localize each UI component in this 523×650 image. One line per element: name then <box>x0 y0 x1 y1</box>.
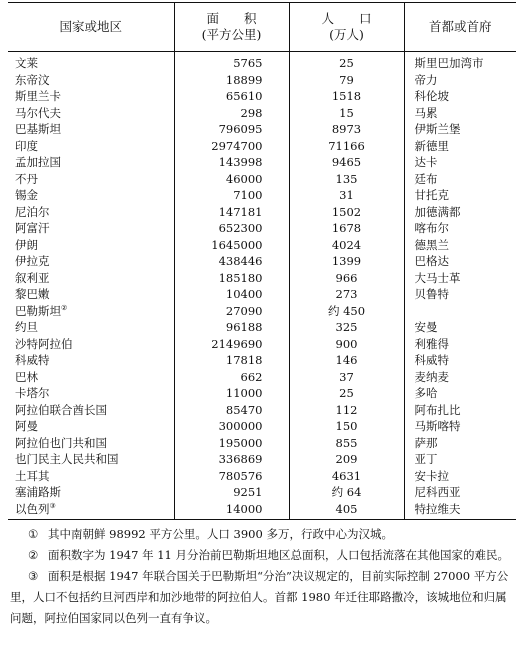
population-cell <box>289 336 404 353</box>
country-name-cell <box>8 88 174 105</box>
country-name-text: 叙利亚 <box>15 270 50 285</box>
area-text: 298 <box>240 105 263 120</box>
table-row <box>8 237 516 254</box>
country-name-cell <box>8 418 174 435</box>
capital-cell <box>404 435 516 452</box>
capital-text: 安曼 <box>414 320 438 334</box>
capital-cell <box>404 105 516 122</box>
table-row <box>8 286 516 303</box>
country-name-cell <box>8 468 174 485</box>
footnote-text: 面积是根据 1947 年联合国关于巴勒斯坦“分治”决议规定的，目前实际控制 27000 平方公里，人口不包括约旦河西岸和加沙地带的阿拉伯人。首都 1980 年迁往耶路撒冷，该城地位和归属问题，阿拉伯国家同以色列一直有争议。 <box>10 569 509 625</box>
area-text: 2149690 <box>211 336 263 351</box>
table-row <box>8 435 516 452</box>
population-text: 405 <box>335 501 358 516</box>
population-cell <box>289 121 404 138</box>
area-cell <box>174 418 289 435</box>
table-row <box>8 270 516 287</box>
population-cell <box>289 204 404 221</box>
capital-cell <box>404 171 516 188</box>
area-text: 7100 <box>233 188 263 202</box>
population-text: 1678 <box>331 221 362 235</box>
table-row <box>8 484 516 501</box>
capital-text: 马斯喀特 <box>414 419 461 433</box>
capital-text: 麦纳麦 <box>414 369 449 384</box>
table-row <box>8 303 516 320</box>
area-cell <box>174 286 289 303</box>
country-name-text: 也门民主人民共和国 <box>15 452 119 466</box>
capital-text: 萨那 <box>414 435 438 450</box>
country-name-cell <box>8 154 174 171</box>
table-row <box>8 501 516 520</box>
table-row <box>8 220 516 237</box>
area-text: 14000 <box>225 501 263 516</box>
table-row <box>8 402 516 419</box>
population-text: 25 <box>339 56 354 70</box>
country-name-text: 巴林 <box>15 369 38 384</box>
population-text: 325 <box>335 320 358 334</box>
capital-cell <box>404 451 516 468</box>
capital-cell <box>404 402 516 419</box>
population-cell <box>289 237 404 254</box>
population-cell <box>289 303 404 320</box>
area-cell <box>174 52 289 72</box>
capital-text: 甘托克 <box>414 188 449 202</box>
area-text: 5765 <box>233 56 263 70</box>
capital-cell <box>404 138 516 155</box>
population-cell <box>289 52 404 72</box>
capital-cell <box>404 501 516 520</box>
capital-text: 帝力 <box>414 72 438 87</box>
population-cell <box>289 187 404 204</box>
population-cell <box>289 253 404 270</box>
population-text: 15 <box>339 105 354 120</box>
table-row <box>8 105 516 122</box>
country-name-cell <box>8 171 174 188</box>
population-text: 1502 <box>331 204 362 219</box>
population-cell <box>289 385 404 402</box>
capital-text: 科伦坡 <box>414 89 449 103</box>
capital-cell <box>404 237 516 254</box>
table-body <box>8 52 516 520</box>
capital-cell <box>404 385 516 402</box>
population-cell <box>289 369 404 386</box>
area-text: 195000 <box>218 435 263 450</box>
country-name-cell <box>8 105 174 122</box>
area-text: 96188 <box>225 320 263 334</box>
country-name-text: 伊拉克 <box>15 254 50 268</box>
capital-text: 马累 <box>414 105 438 120</box>
population-cell <box>289 220 404 237</box>
capital-text: 斯里巴加湾市 <box>414 56 484 70</box>
country-name-cell <box>8 121 174 138</box>
population-text: 1399 <box>331 254 362 268</box>
country-name-cell <box>8 352 174 369</box>
country-name-cell <box>8 270 174 287</box>
country-name-text: 伊朗 <box>15 237 38 252</box>
capital-text: 喀布尔 <box>414 221 449 235</box>
country-name-text: 以色列 <box>15 501 50 516</box>
country-name-text: 印度 <box>15 138 38 153</box>
capital-text: 新德里 <box>414 138 449 153</box>
population-text: 146 <box>335 353 358 367</box>
capital-text: 德黑兰 <box>414 237 449 252</box>
table-row <box>8 385 516 402</box>
header-population-unit: (万人) <box>329 27 364 42</box>
capital-text: 安卡拉 <box>414 468 449 483</box>
area-text: 65610 <box>225 89 263 103</box>
capital-text: 伊斯兰堡 <box>414 122 461 136</box>
country-name-text: 孟加拉国 <box>15 155 61 169</box>
capital-text: 科威特 <box>414 353 449 367</box>
country-name-text: 阿拉伯也门共和国 <box>15 435 107 450</box>
country-name-text: 斯里兰卡 <box>15 89 61 103</box>
capital-cell <box>404 154 516 171</box>
population-cell <box>289 270 404 287</box>
capital-cell <box>404 204 516 221</box>
population-text: 900 <box>335 336 358 351</box>
population-text: 约 450 <box>327 303 366 318</box>
area-cell <box>174 204 289 221</box>
country-name-cell <box>8 187 174 204</box>
capital-text: 尼科西亚 <box>414 485 461 499</box>
country-name-text: 阿曼 <box>15 419 38 433</box>
population-cell <box>289 352 404 369</box>
table-row <box>8 154 516 171</box>
area-text: 11000 <box>225 386 263 400</box>
population-text: 1518 <box>331 89 362 103</box>
capital-cell <box>404 468 516 485</box>
table-row <box>8 319 516 336</box>
population-cell <box>289 319 404 336</box>
area-text: 18899 <box>225 72 263 87</box>
population-cell <box>289 418 404 435</box>
area-cell <box>174 402 289 419</box>
area-cell <box>174 121 289 138</box>
table-row <box>8 352 516 369</box>
country-name-text: 土耳其 <box>15 468 50 483</box>
country-name-cell <box>8 237 174 254</box>
area-text: 185180 <box>218 270 263 285</box>
table-row <box>8 187 516 204</box>
table-row <box>8 171 516 188</box>
area-cell <box>174 484 289 501</box>
capital-text: 廷布 <box>414 171 438 186</box>
area-cell <box>174 501 289 520</box>
population-cell <box>289 402 404 419</box>
footnote-mark: ③ <box>28 569 39 583</box>
area-text: 652300 <box>218 221 263 235</box>
country-name-text: 阿拉伯联合酋长国 <box>15 402 107 417</box>
footnote-mark: ② <box>28 548 39 562</box>
capital-text: 达卡 <box>414 155 438 169</box>
capital-cell <box>404 319 516 336</box>
population-text: 112 <box>335 402 358 417</box>
country-name-text: 约旦 <box>15 320 38 334</box>
capital-cell <box>404 253 516 270</box>
country-name-text: 锡金 <box>15 188 38 202</box>
population-text: 71166 <box>328 138 365 153</box>
population-text: 25 <box>339 386 354 400</box>
capital-cell <box>404 336 516 353</box>
capital-cell <box>404 369 516 386</box>
area-cell <box>174 72 289 89</box>
population-cell <box>289 435 404 452</box>
footnote-text: 其中南朝鲜 98992 平方公里。人口 3900 多万，行政中心为汉城。 <box>48 527 393 541</box>
area-cell <box>174 352 289 369</box>
area-text: 796095 <box>218 122 263 136</box>
area-text: 10400 <box>225 287 263 301</box>
capital-cell <box>404 484 516 501</box>
table-row <box>8 88 516 105</box>
footnote <box>10 545 516 566</box>
header-population-label: 人 口 <box>321 11 372 26</box>
area-cell <box>174 187 289 204</box>
country-name-cell <box>8 451 174 468</box>
capital-cell <box>404 121 516 138</box>
capital-cell <box>404 418 516 435</box>
country-name-cell <box>8 435 174 452</box>
population-cell <box>289 484 404 501</box>
country-name-cell <box>8 402 174 419</box>
country-name-cell <box>8 336 174 353</box>
area-cell <box>174 369 289 386</box>
area-cell <box>174 303 289 320</box>
table-row <box>8 138 516 155</box>
country-name-cell <box>8 369 174 386</box>
footnote-ref: ③ <box>49 501 56 510</box>
country-name-cell <box>8 484 174 501</box>
country-name-text: 黎巴嫩 <box>15 287 50 301</box>
area-text: 46000 <box>225 171 263 186</box>
capital-cell <box>404 52 516 72</box>
population-text: 8973 <box>331 122 362 136</box>
population-cell <box>289 468 404 485</box>
area-text: 662 <box>240 369 263 384</box>
area-cell <box>174 270 289 287</box>
population-text: 31 <box>339 188 354 202</box>
footnote-mark: ① <box>28 527 39 541</box>
country-name-cell <box>8 72 174 89</box>
area-cell <box>174 105 289 122</box>
country-name-text: 卡塔尔 <box>15 386 50 400</box>
population-text: 966 <box>335 270 358 285</box>
header-area-label: 面 积 <box>206 11 257 26</box>
country-name-text: 尼泊尔 <box>15 204 50 219</box>
footnote <box>10 524 516 545</box>
area-text: 2974700 <box>211 138 263 153</box>
area-text: 147181 <box>218 204 263 219</box>
country-name-text: 文莱 <box>15 56 38 70</box>
country-name-cell <box>8 385 174 402</box>
country-name-cell <box>8 286 174 303</box>
population-text: 9465 <box>331 155 362 169</box>
country-name-text: 不丹 <box>15 171 38 186</box>
capital-cell <box>404 352 516 369</box>
capital-cell <box>404 286 516 303</box>
capital-text: 加德满都 <box>414 204 461 219</box>
table-row <box>8 72 516 89</box>
area-cell <box>174 319 289 336</box>
table-row <box>8 253 516 270</box>
area-text: 27090 <box>225 303 263 318</box>
capital-text: 贝鲁特 <box>414 287 449 301</box>
area-text: 336869 <box>218 452 263 466</box>
area-cell <box>174 253 289 270</box>
area-text: 17818 <box>225 353 263 367</box>
area-cell <box>174 88 289 105</box>
footnote-text: 面积数字为 1947 年 11 月分治前巴勒斯坦地区总面积，人口包括流落在其他国家的难民。 <box>48 548 510 562</box>
area-cell <box>174 171 289 188</box>
country-name-cell <box>8 52 174 72</box>
area-cell <box>174 154 289 171</box>
area-cell <box>174 385 289 402</box>
capital-text: 利雅得 <box>414 336 449 351</box>
capital-cell <box>404 270 516 287</box>
country-name-text: 塞浦路斯 <box>15 485 61 499</box>
table-header-row <box>8 3 516 52</box>
table-row <box>8 336 516 353</box>
country-name-text: 东帝汶 <box>15 72 50 87</box>
population-cell <box>289 286 404 303</box>
capital-text: 亚丁 <box>414 452 438 466</box>
footnote <box>10 566 516 629</box>
capital-text: 特拉维夫 <box>414 501 461 516</box>
capital-cell <box>404 88 516 105</box>
population-text: 约 64 <box>331 485 362 499</box>
area-text: 780576 <box>218 468 263 483</box>
capital-cell <box>404 220 516 237</box>
population-cell <box>289 88 404 105</box>
header-area <box>174 3 289 52</box>
footnote-ref: ② <box>61 303 68 312</box>
header-population <box>289 3 404 52</box>
area-cell <box>174 220 289 237</box>
country-name-cell <box>8 204 174 221</box>
population-cell <box>289 105 404 122</box>
area-cell <box>174 336 289 353</box>
population-cell <box>289 501 404 520</box>
population-cell <box>289 138 404 155</box>
area-text: 85470 <box>225 402 263 417</box>
country-name-cell <box>8 138 174 155</box>
capital-text: 大马士革 <box>414 270 461 285</box>
header-capital: 首都或首府 <box>404 3 516 52</box>
footnotes <box>10 524 516 629</box>
population-text: 37 <box>339 369 354 384</box>
area-text: 9251 <box>233 485 263 499</box>
area-text: 1645000 <box>211 237 263 252</box>
area-cell <box>174 237 289 254</box>
country-name-text: 巴勒斯坦 <box>15 303 61 318</box>
country-name-text: 马尔代夫 <box>15 105 61 120</box>
area-cell <box>174 468 289 485</box>
population-text: 135 <box>335 171 358 186</box>
area-text: 143998 <box>218 155 263 169</box>
country-name-cell <box>8 303 174 320</box>
capital-text: 阿布扎比 <box>414 402 461 417</box>
country-name-text: 巴基斯坦 <box>15 122 61 136</box>
table-row <box>8 369 516 386</box>
country-name-cell <box>8 319 174 336</box>
capital-cell <box>404 303 516 320</box>
header-area-unit: (平方公里) <box>201 27 262 42</box>
capital-text: 多哈 <box>414 386 438 400</box>
population-cell <box>289 171 404 188</box>
country-name-cell <box>8 253 174 270</box>
population-text: 273 <box>335 287 358 301</box>
population-text: 4024 <box>331 237 362 252</box>
capital-cell <box>404 72 516 89</box>
header-region: 国家或地区 <box>8 3 174 52</box>
area-cell <box>174 451 289 468</box>
area-text: 438446 <box>218 254 263 268</box>
population-text: 79 <box>339 72 354 87</box>
area-cell <box>174 435 289 452</box>
table-row <box>8 204 516 221</box>
population-text: 150 <box>335 419 358 433</box>
area-text: 300000 <box>218 419 263 433</box>
country-name-cell <box>8 220 174 237</box>
country-name-text: 阿富汗 <box>15 221 50 235</box>
population-cell <box>289 154 404 171</box>
country-name-cell <box>8 501 174 520</box>
population-cell <box>289 451 404 468</box>
country-name-text: 科威特 <box>15 353 50 367</box>
table-row <box>8 52 516 72</box>
population-text: 209 <box>335 452 358 466</box>
population-text: 4631 <box>331 468 362 483</box>
capital-cell <box>404 187 516 204</box>
country-data-table <box>8 2 516 520</box>
table-row <box>8 418 516 435</box>
table-row <box>8 121 516 138</box>
country-name-text: 沙特阿拉伯 <box>15 336 73 351</box>
population-text: 855 <box>335 435 358 450</box>
table-row <box>8 468 516 485</box>
area-cell <box>174 138 289 155</box>
table-row <box>8 451 516 468</box>
population-cell <box>289 72 404 89</box>
capital-text: 巴格达 <box>414 254 449 268</box>
